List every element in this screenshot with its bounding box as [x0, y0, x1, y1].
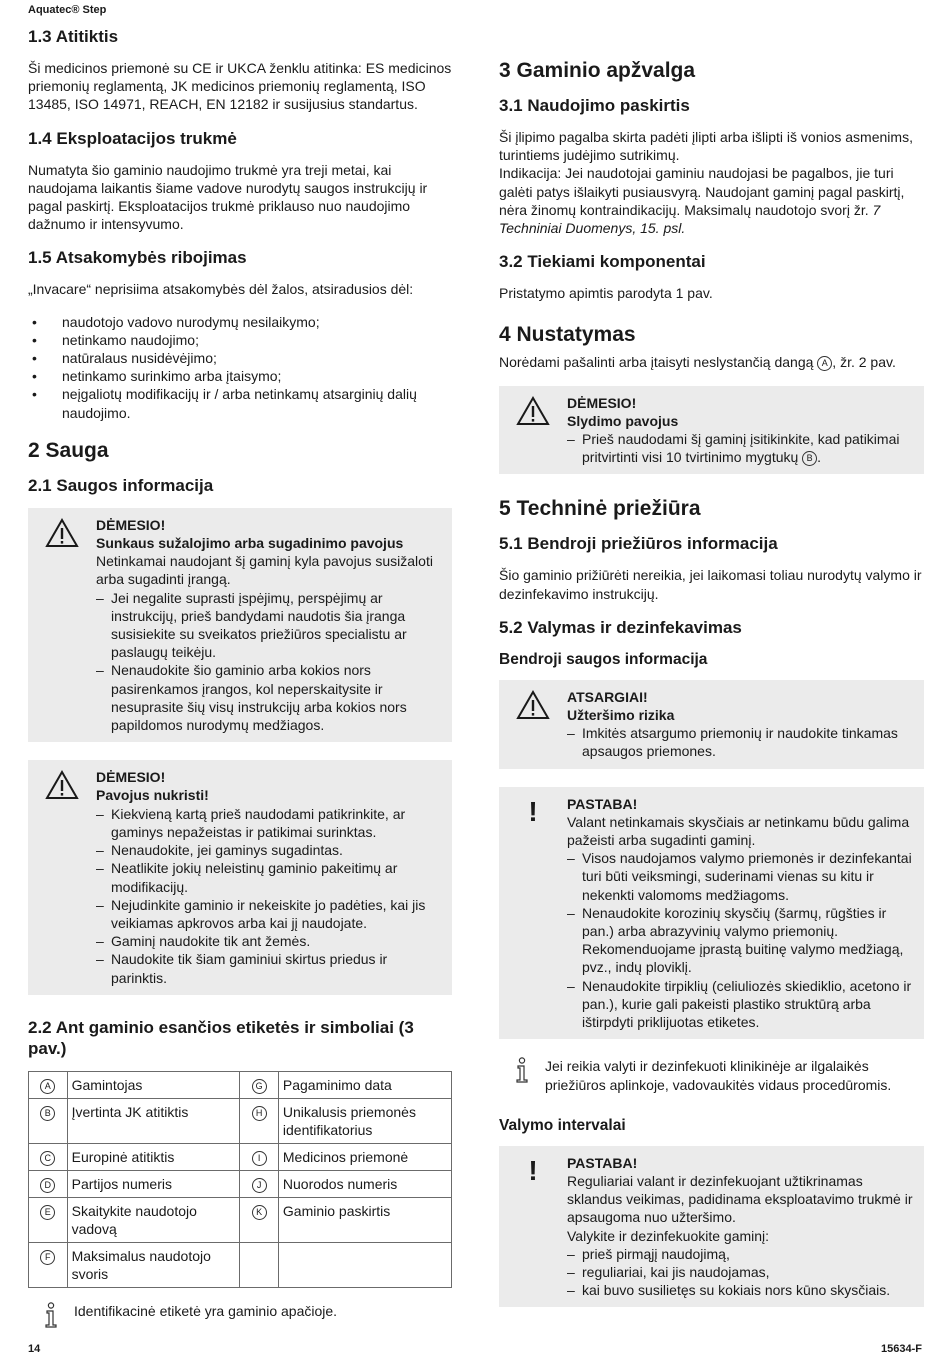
- exclamation-icon: !: [528, 1154, 538, 1186]
- signal-word: DĖMESIO!: [96, 769, 166, 786]
- warning-triangle-icon: [28, 516, 96, 734]
- list-item: – Neatlikite jokių neleistinų gaminio pakeitimų ar modifikacijų.: [96, 859, 444, 895]
- table-row: [29, 1197, 452, 1242]
- list-item: – Naudokite tik šiam gaminiui skirtus priedus ir parinktis.: [96, 950, 444, 986]
- note-list: [567, 849, 916, 1031]
- info-icon: [499, 1057, 545, 1083]
- symbol-meaning-cell: [67, 1071, 240, 1098]
- section-1-5-title: 1.5 Atsakomybės ribojimas: [28, 248, 247, 268]
- list-item-text: Prieš naudodami šį gaminį įsitikinkite, kad patikimai pritvirtinti visi 10 tvirtinimo mygtukų: [582, 431, 900, 466]
- symbol-letter: G: [252, 1079, 267, 1094]
- signal-word: ATSARGIAI!: [567, 688, 648, 705]
- symbol-meaning: Pagaminimo data: [282, 1076, 392, 1093]
- list-item: • netinkamo surinkimo arba įtaisymo;: [28, 367, 452, 385]
- symbol-letter-cell: [29, 1242, 68, 1287]
- warning-triangle-icon: [499, 688, 567, 761]
- list-item: – Jei negalite suprasti įspėjimų, perspėjimų ar instrukcijų, prieš bandydami naudotis šia įranga susisiekite su sveikatos priežiūros specialistu ar paslaugų teikėju.: [96, 589, 444, 662]
- symbol-letter: C: [40, 1151, 55, 1166]
- symbol-meaning: Maksimalus naudotojo svoris: [71, 1247, 211, 1282]
- section-1-3-body: Ši medicinos priemonė su CE ir UKCA ženklu atitinka: ES medicinos priemonių reglamentą, JK medicinos priemonių reglamentą, ISO 13485, ISO 14971, REACH, EN 12182 ir susijusius standartus.: [28, 60, 452, 113]
- signal-word: PASTABA!: [567, 1154, 638, 1171]
- subheading-safety: Bendroji saugos informacija: [499, 650, 708, 668]
- section-3-2-title: 3.2 Tiekiami komponentai: [499, 252, 706, 272]
- section-1-5-intro: „Invacare“ neprisiima atsakomybės dėl žalos, atsiradusios dėl:: [28, 281, 414, 298]
- section-3-1-p1: Ši įlipimo pagalba skirta padėti įlipti arba išlipti iš vonios asmenims, turintiems judėjimo sutrikimų.: [499, 129, 913, 164]
- exclamation-icon: !: [528, 795, 538, 827]
- symbol-meaning-cell: [278, 1242, 451, 1287]
- symbol-letter-cell: [29, 1170, 68, 1197]
- section-5-1-body: Šio gaminio prižiūrėti nereikia, jei laikomasi toliau nurodytų valymo ir dezinfekavimo instrukcijų.: [499, 567, 922, 602]
- list-item: • naudotojo vadovo nurodymų nesilaikymo;: [28, 313, 452, 331]
- section-5-title: 5 Techninė priežiūra: [499, 497, 701, 521]
- section-2-2-title: 2.2 Ant gaminio esančios etiketės ir simboliai (3 pav.): [28, 1017, 414, 1058]
- symbol-meaning-cell: [67, 1143, 240, 1170]
- callout-a-icon: A: [817, 356, 832, 371]
- note-box: [499, 787, 924, 1040]
- warning-box: [28, 760, 452, 994]
- list-item: – Nenaudokite korozinių skysčių (šarmų, rūgšties ir pan.) arba abrazyvinių valymo priemonių. Rekomenduojame įprastą buitinę valymo medžiagą, pvz., indų ploviklį.: [567, 904, 916, 977]
- section-1-4-title: 1.4 Eksploatacijos trukmė: [28, 128, 237, 148]
- symbol-letter-cell: [240, 1098, 279, 1143]
- table-row: [29, 1071, 452, 1098]
- symbol-meaning: Unikalusis priemonės identifikatorius: [282, 1103, 416, 1138]
- symbol-meaning: Nuorodos numeris: [282, 1175, 398, 1192]
- section-3-title: 3 Gaminio apžvalga: [499, 59, 696, 82]
- table-row: [29, 1098, 452, 1143]
- list-item: – kai buvo susilietęs su kokiais nors kūno skysčiais.: [567, 1281, 916, 1299]
- page-number: 14: [28, 1343, 41, 1355]
- hazard-title: Sunkaus sužalojimo arba sugadinimo pavojus: [96, 535, 404, 552]
- warning-list: [567, 430, 916, 466]
- subheading-intervals: Valymo intervalai: [499, 1116, 626, 1134]
- note-text: Valykite ir dezinfekuokite gaminį:: [567, 1227, 770, 1244]
- symbol-meaning-cell: [67, 1098, 240, 1143]
- info-text: Identifikacinė etiketė yra gaminio apačioje.: [74, 1302, 338, 1319]
- symbol-letter-cell: [240, 1170, 279, 1197]
- setup-text: Norėdami pašalinti arba įtaisyti neslystančią dangą: [499, 354, 814, 371]
- setup-text-end: , žr. 2 pav.: [832, 354, 896, 371]
- symbol-meaning: Medicinos priemonė: [282, 1148, 409, 1165]
- table-row: [29, 1170, 452, 1197]
- symbol-letter-cell: [240, 1197, 279, 1242]
- running-header: Aquatec® Step: [28, 4, 107, 16]
- cross-reference: 7 Techniniai Duomenys, 15. psl.: [499, 201, 881, 237]
- document-number: 15634-F: [881, 1343, 922, 1355]
- section-4-body: [499, 353, 924, 371]
- symbol-meaning: Europinė atitiktis: [71, 1148, 175, 1165]
- hazard-title: Pavojus nukristi!: [96, 787, 209, 804]
- symbol-letter: H: [252, 1106, 267, 1121]
- section-5-2-title: 5.2 Valymas ir dezinfekavimas: [499, 617, 742, 637]
- left-column: [28, 26, 452, 1344]
- hazard-title: Slydimo pavojus: [567, 412, 679, 429]
- list-item: – Visos naudojamos valymo priemonės ir dezinfekantai turi būti veiksmingi, suderinami vienas su kitu ir nekenkti valomoms medžiagoms.: [567, 849, 916, 904]
- info-note: [499, 1057, 924, 1093]
- section-5-1-title: 5.1 Bendroji priežiūros informacija: [499, 534, 778, 554]
- list-item: – Nenaudokite tirpiklių (celiuliozės skiediklio, acetono ir pan.), kurie gali pakeisti plastiko struktūrą arba ištirpdyti priklijuotas etiketes.: [567, 977, 916, 1032]
- liability-list: [28, 313, 452, 422]
- symbol-meaning-cell: [67, 1242, 240, 1287]
- section-3-2-body: Pristatymo apimtis parodyta 1 pav.: [499, 285, 713, 302]
- info-icon: [28, 1302, 74, 1328]
- symbol-letter-cell: [240, 1071, 279, 1098]
- note-text: Reguliariai valant ir dezinfekuojant užtikrinamas sklandus veikimas, padidinama eksploatavimo trukmė ir apsaugoma nuo užteršimo.: [567, 1172, 913, 1226]
- hazard-title: Užteršimo rizika: [567, 707, 675, 724]
- symbol-letter-cell: [29, 1143, 68, 1170]
- signal-word: DĖMESIO!: [96, 516, 166, 533]
- symbol-letter: B: [40, 1106, 55, 1121]
- list-item: – reguliariai, kai jis naudojamas,: [567, 1263, 916, 1281]
- symbol-letter: K: [252, 1205, 267, 1220]
- symbol-letter: F: [40, 1250, 55, 1265]
- caution-list: [567, 724, 916, 760]
- symbol-meaning: Gaminio paskirtis: [282, 1202, 391, 1219]
- warning-box: [28, 508, 452, 742]
- symbol-meaning-cell: [278, 1197, 451, 1242]
- section-3-1-p2: [499, 164, 924, 237]
- info-text: Jei reikia valyti ir dezinfekuoti klinikinėje ar ilgalaikės priežiūros aplinkoje, vadovaukitės vidaus procedūromis.: [545, 1058, 892, 1093]
- table-row: [29, 1143, 452, 1170]
- section-1-3-title: 1.3 Atitiktis: [28, 27, 119, 46]
- list-item: – Nenaudokite, jei gaminys sugadintas.: [96, 841, 444, 859]
- symbols-table: [28, 1071, 452, 1288]
- list-item: • netinkamo naudojimo;: [28, 331, 452, 349]
- signal-word: DĖMESIO!: [567, 394, 637, 411]
- warning-list: [96, 589, 444, 735]
- symbol-meaning-cell: [278, 1098, 451, 1143]
- right-column: [499, 58, 924, 1325]
- symbol-meaning-cell: [67, 1170, 240, 1197]
- symbol-letter-cell: [240, 1143, 279, 1170]
- symbol-letter-cell: [29, 1098, 68, 1143]
- symbol-meaning: Skaitykite naudotojo vadovą: [71, 1202, 197, 1237]
- list-item: – Nejudinkite gaminio ir nekeiskite jo padėties, kai jis veikiamas apkrovos arba kai jį naudojate.: [96, 896, 444, 932]
- info-note: [28, 1302, 452, 1328]
- list-item: [567, 430, 916, 466]
- note-box: [499, 1146, 924, 1308]
- section-2-title: 2 Sauga: [28, 438, 109, 462]
- symbol-letter: E: [40, 1205, 55, 1220]
- symbol-letter-cell: [29, 1071, 68, 1098]
- symbol-letter: A: [40, 1079, 55, 1094]
- symbol-meaning-cell: [278, 1143, 451, 1170]
- signal-word: PASTABA!: [567, 795, 638, 812]
- list-item: – Nenaudokite šio gaminio arba kokios nors pasirenkamos įrangos, kol neperskaitysite ir nesuprasite šių visų instrukcijų arba kokios nors papildomos nurodymų medžiagos.: [96, 661, 444, 734]
- symbol-meaning-cell: [67, 1197, 240, 1242]
- warning-list: [96, 805, 444, 987]
- list-item: • neįgaliotų modifikacijų ir / arba netinkamų atsarginių dalių naudojimo.: [28, 385, 452, 421]
- section-4-title: 4 Nustatymas: [499, 323, 636, 347]
- warning-triangle-icon: [28, 768, 96, 986]
- note-text: Valant netinkamais skysčiais ar netinkamu būdu galima pažeisti arba sugadinti gaminį.: [567, 813, 910, 849]
- warning-triangle-icon: [499, 394, 567, 467]
- symbol-meaning-cell: [278, 1170, 451, 1197]
- list-item: – Kiekvieną kartą prieš naudodami patikrinkite, ar gaminys nepažeistas ir patikimai surinktas.: [96, 805, 444, 841]
- symbol-meaning-cell: [278, 1071, 451, 1098]
- warning-box: [499, 386, 924, 475]
- section-3-1-title: 3.1 Naudojimo paskirtis: [499, 96, 690, 115]
- indication-text: Indikacija: Jei naudotojai gaminiu naudojasi be pagalbos, jie turi galėti patys išlaikyti pusiausvyrą. Naudojant gaminį pagal paskirtį, nėra žinomų kontraindikacijų. Maksimalų naudotojo svorį žr.: [499, 165, 905, 218]
- list-item-end: .: [817, 449, 822, 466]
- section-2-1-title: 2.1 Saugos informacija: [28, 475, 214, 495]
- symbol-letter: I: [252, 1151, 267, 1166]
- section-1-4-body: Numatyta šio gaminio naudojimo trukmė yra treji metai, kai naudojama laikantis šiame vadove nurodytų saugos instrukcijų ir pagal paskirtį. Eksploatacijos trukmė priklauso nuo naudojimo dažnumo ir intensyvumo.: [28, 161, 428, 233]
- symbol-letter-cell: [29, 1197, 68, 1242]
- caution-box: [499, 680, 924, 769]
- symbol-letter: J: [252, 1178, 267, 1193]
- table-row: [29, 1242, 452, 1287]
- symbol-letter: D: [40, 1178, 55, 1193]
- list-item: • natūralaus nusidėvėjimo;: [28, 349, 452, 367]
- note-list: [567, 1245, 916, 1300]
- warning-text: Netinkamai naudojant šį gaminį kyla pavojus susižaloti arba sugadinti įrangą.: [96, 553, 433, 588]
- list-item: – prieš pirmąjį naudojimą,: [567, 1245, 916, 1263]
- list-item: – Imkitės atsargumo priemonių ir naudokite tinkamas apsaugos priemones.: [567, 724, 916, 760]
- symbol-meaning: Partijos numeris: [71, 1175, 172, 1192]
- symbol-meaning: Įvertinta JK atitiktis: [71, 1103, 189, 1120]
- list-item: – Gaminį naudokite tik ant žemės.: [96, 932, 444, 950]
- callout-b-icon: B: [802, 451, 817, 466]
- symbol-letter-cell: [240, 1242, 279, 1287]
- symbol-meaning: Gamintojas: [71, 1076, 143, 1093]
